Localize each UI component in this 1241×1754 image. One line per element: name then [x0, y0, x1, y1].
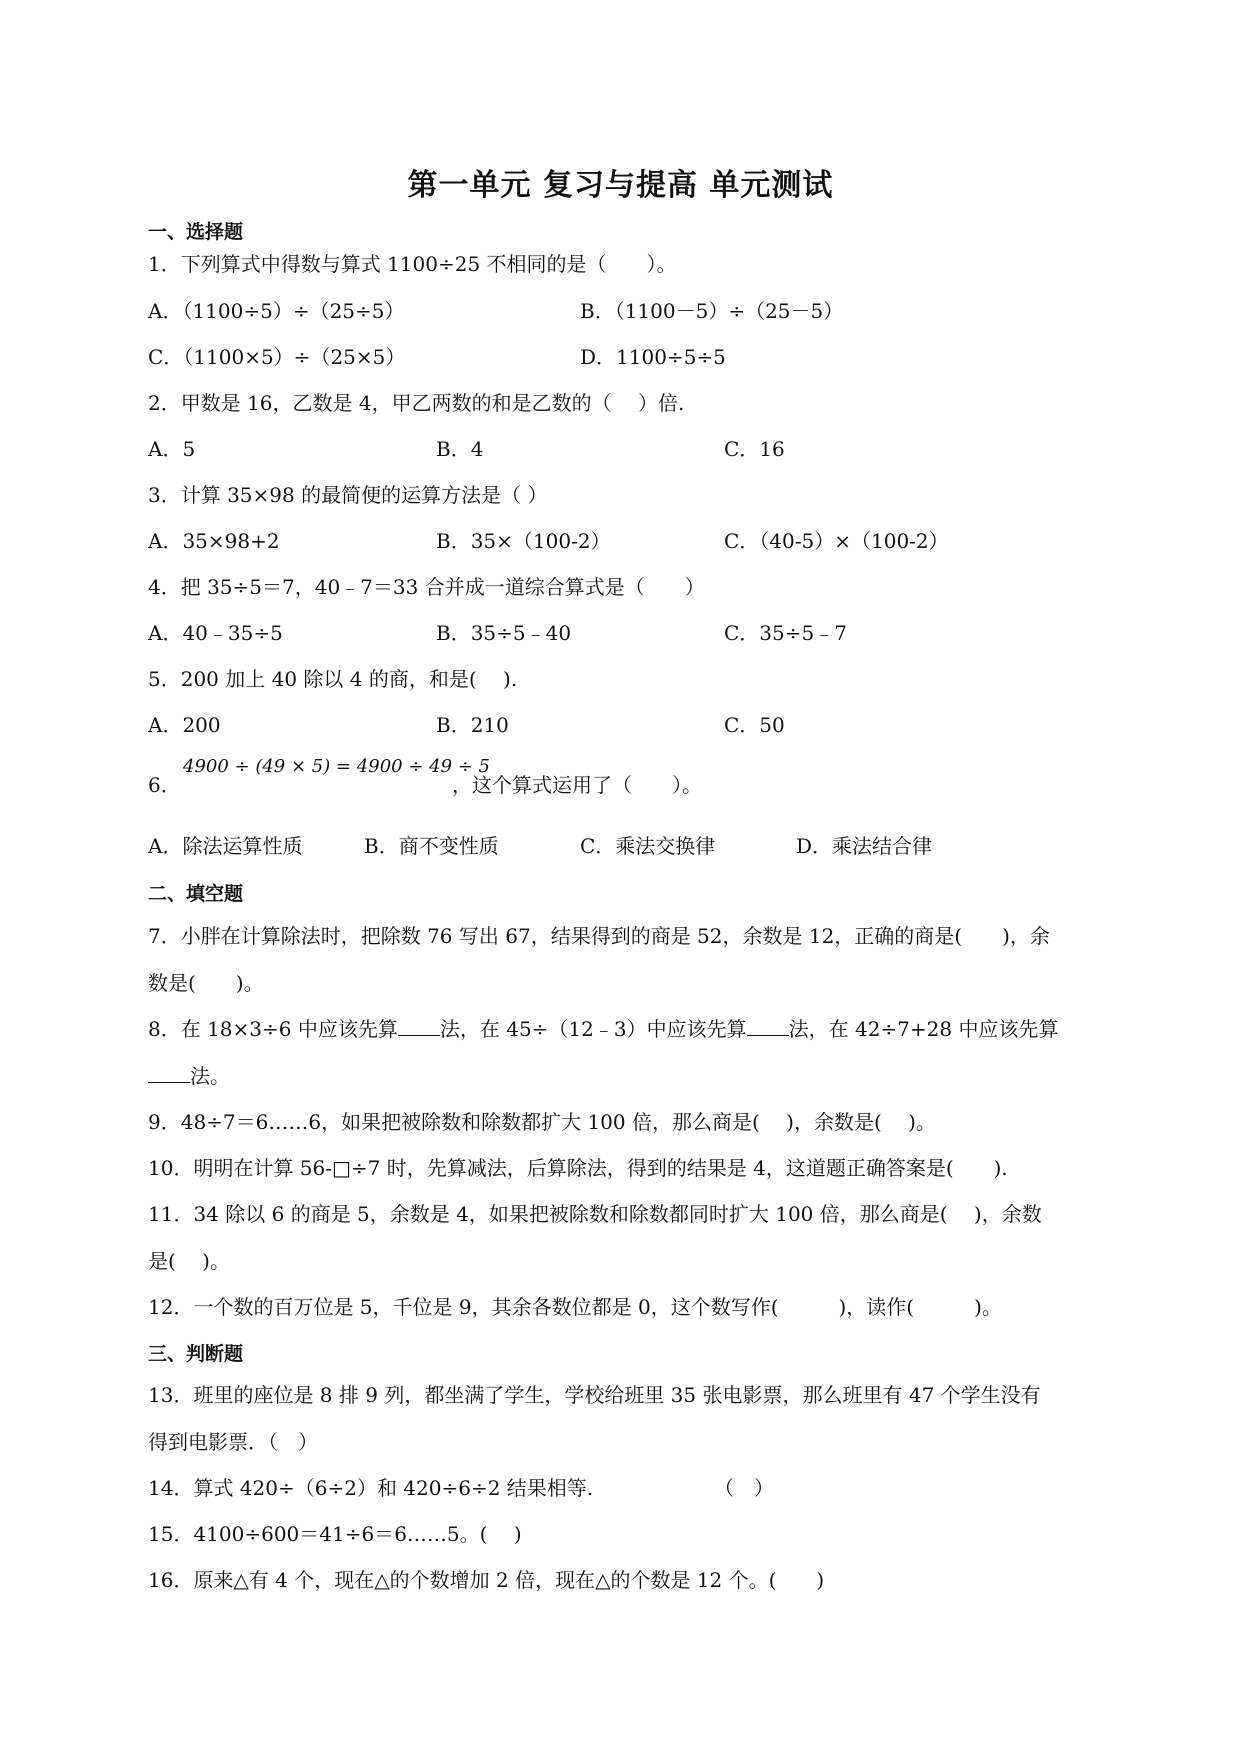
question-12: 12．一个数的百万位是 5，千位是 9，其余各数位都是 0，这个数写作( )，读作( )。 [148, 1295, 1002, 1319]
question-3-option-b: B．35×（100-2） [436, 529, 611, 553]
question-6-option-d: D．乘法结合律 [796, 834, 933, 858]
question-14: 14．算式 420÷（6÷2）和 420÷6÷2 结果相等. [148, 1476, 594, 1500]
question-2-option-a: A．5 [148, 437, 196, 461]
question-15: 15．4100÷600＝41÷6＝6……5。( ) [148, 1522, 522, 1546]
question-4-option-b: B．35÷5﹣40 [436, 621, 572, 645]
question-4-stem: 4．把 35÷5＝7，40﹣7＝33 合并成一道综合算式是（ ） [148, 575, 705, 599]
question-9: 9．48÷7＝6……6，如果把被除数和除数都扩大 100 倍，那么商是( )，余数是( )。 [148, 1110, 936, 1134]
question-1-stem: 1．下列算式中得数与算式 1100÷25 不相同的是（ ）。 [148, 252, 677, 276]
question-8-part-1: 8．在 18×3÷6 中应该先算 [148, 1017, 398, 1041]
question-11-line-1: 11．34 除以 6 的商是 5，余数是 4，如果把被除数和除数都同时扩大 100 倍，那么商是( )，余数 [148, 1202, 1042, 1226]
section-heading-fill: 二、填空题 [148, 883, 244, 905]
question-6-stem-tail: ，这个算式运用了（ ）。 [452, 773, 702, 797]
question-2-option-b: B．4 [436, 437, 484, 461]
question-5-option-a: A．200 [148, 713, 221, 737]
question-8-part-4: 法。 [190, 1064, 230, 1088]
question-8-part-2: 法，在 45÷（12﹣3）中应该先算 [439, 1017, 747, 1041]
question-6-formula: 4900 ÷ (49 × 5) = 4900 ÷ 49 ÷ 5 [183, 756, 491, 777]
question-1-option-c: C．（1100×5）÷（25×5） [148, 345, 406, 369]
question-8-line-2 [148, 1062, 230, 1090]
question-1-option-b: B．（1100－5）÷（25－5） [580, 299, 844, 323]
question-6-option-a: A．除法运算性质 [148, 834, 303, 858]
question-5-option-b: B．210 [436, 713, 509, 737]
question-6-option-b: B．商不变性质 [364, 834, 499, 858]
page-title: 第一单元 复习与提高 单元测试 [407, 168, 834, 203]
question-14-answer-bracket: （ ） [714, 1476, 774, 1500]
answer-blank-2[interactable] [747, 1015, 789, 1036]
question-5-option-c: C．50 [724, 713, 785, 737]
question-8-part-3: 法，在 42÷7+28 中应该先算 [788, 1017, 1059, 1041]
question-5-stem: 5．200 加上 40 除以 4 的商，和是( ). [148, 667, 518, 691]
question-13-line-2: 得到电影票．（ ） [148, 1430, 318, 1454]
answer-blank-3[interactable] [148, 1062, 190, 1083]
question-4-option-a: A．40﹣35÷5 [148, 621, 283, 645]
question-7-line-1: 7．小胖在计算除法时，把除数 76 写出 67，结果得到的商是 52，余数是 12，正确的商是( )，余 [148, 924, 1050, 948]
question-1-option-a: A．（1100÷5）÷（25÷5） [148, 299, 405, 323]
question-7-line-2: 数是( )。 [148, 971, 264, 995]
question-6-number: 6． [148, 773, 181, 797]
question-2-option-c: C．16 [724, 437, 785, 461]
section-heading-judge: 三、判断题 [148, 1343, 244, 1365]
section-heading-choice: 一、选择题 [148, 221, 244, 243]
question-3-stem: 3．计算 35×98 的最简便的运算方法是（ ） [148, 483, 548, 507]
answer-blank-1[interactable] [398, 1015, 440, 1036]
question-3-option-c: C．（40-5）×（100-2） [724, 529, 949, 553]
question-10: 10．明明在计算 56-□÷7 时，先算减法，后算除法，得到的结果是 4，这道题正确答案是( ). [148, 1156, 1008, 1180]
question-4-option-c: C．35÷5﹣7 [724, 621, 847, 645]
question-6-option-c: C．乘法交换律 [580, 834, 716, 858]
question-11-line-2: 是( )。 [148, 1249, 230, 1273]
question-1-option-d: D．1100÷5÷5 [580, 345, 726, 369]
question-16: 16．原来△有 4 个，现在△的个数增加 2 倍，现在△的个数是 12 个。( ) [148, 1568, 825, 1592]
question-13-line-1: 13．班里的座位是 8 排 9 列，都坐满了学生，学校给班里 35 张电影票，那么班里有 47 个学生没有 [148, 1383, 1041, 1407]
question-2-stem: 2．甲数是 16，乙数是 4，甲乙两数的和是乙数的（ ）倍. [148, 391, 685, 415]
question-3-option-a: A．35×98+2 [148, 529, 280, 553]
question-8-line-1 [148, 1015, 1058, 1043]
